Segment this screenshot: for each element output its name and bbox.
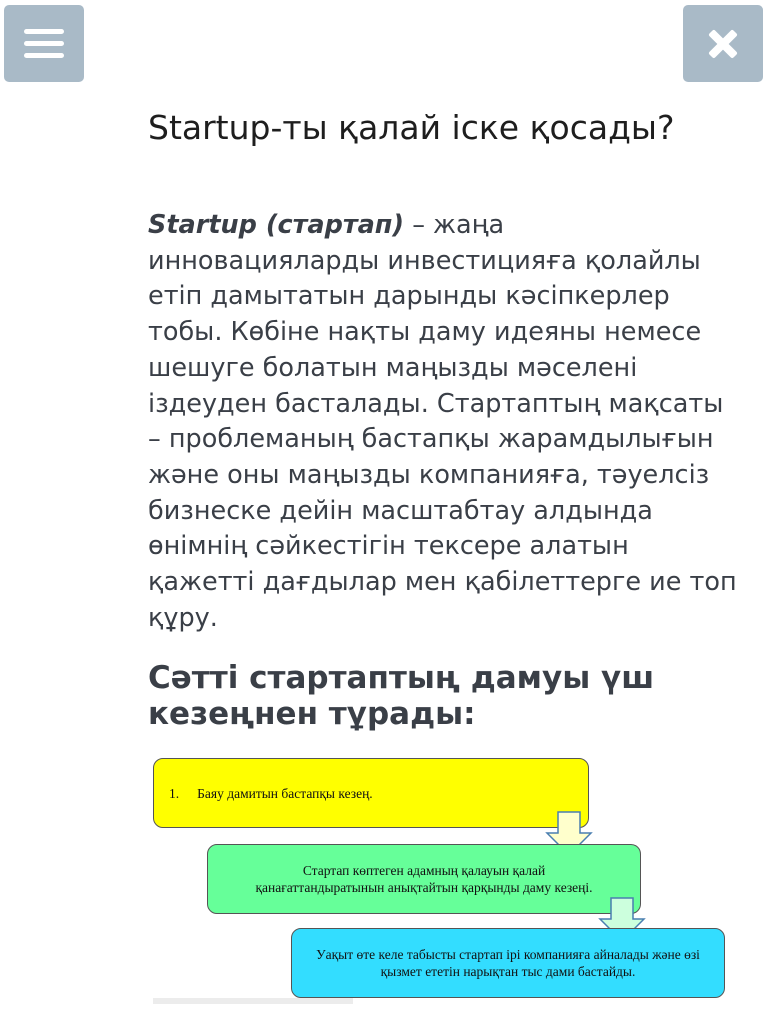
close-button[interactable]	[683, 5, 763, 82]
stage-3-box	[291, 928, 725, 998]
close-icon	[706, 27, 740, 61]
divider	[153, 998, 353, 1004]
stage-1-text: Баяу дамитын бастапқы кезең.	[197, 785, 373, 801]
stage-1-box	[153, 758, 589, 828]
stage-1-number: 1.	[169, 785, 180, 801]
stages-diagram	[150, 755, 730, 1005]
intro-text: – жаңа инновацияларды инвестицияға қолайлы етіп дамытатын дарынды кәсіпкерлер тобы. Көбіне нақты даму идеяны немесе шешуге болатын маңызды мәселені іздеуден басталады. Стартаптың мақсаты – проблеманың бастапқы жарамдылығын және оны маңызды компанияға, тәуелсіз бизнеске дейін масштабтау алдында өнімнің сәйкестігін тексере алатын қажетті дағдылар мен қабілеттерге ие топ құру.	[148, 210, 737, 633]
stage-2-text: Стартап көптеген адамның қалауын қалай қанағаттандыратынын анықтайтын қарқынды даму кезеңі.	[255, 863, 593, 895]
stage-2-box	[207, 844, 641, 914]
page-title: Startup-ты қалай іске қосады?	[148, 108, 675, 147]
stage-3-text: Уақыт өте келе табысты стартап ірі компанияға айналады және өзі қызмет ететін нарықтан тыс дами бастайды.	[316, 947, 700, 979]
intro-term: Startup (стартап)	[148, 210, 405, 240]
stages-heading: Сәтті стартаптың дамуы үш кезеңнен тұрады:	[148, 660, 655, 732]
hamburger-menu-icon	[24, 29, 64, 59]
menu-button[interactable]	[4, 5, 84, 82]
intro-paragraph	[148, 208, 738, 636]
